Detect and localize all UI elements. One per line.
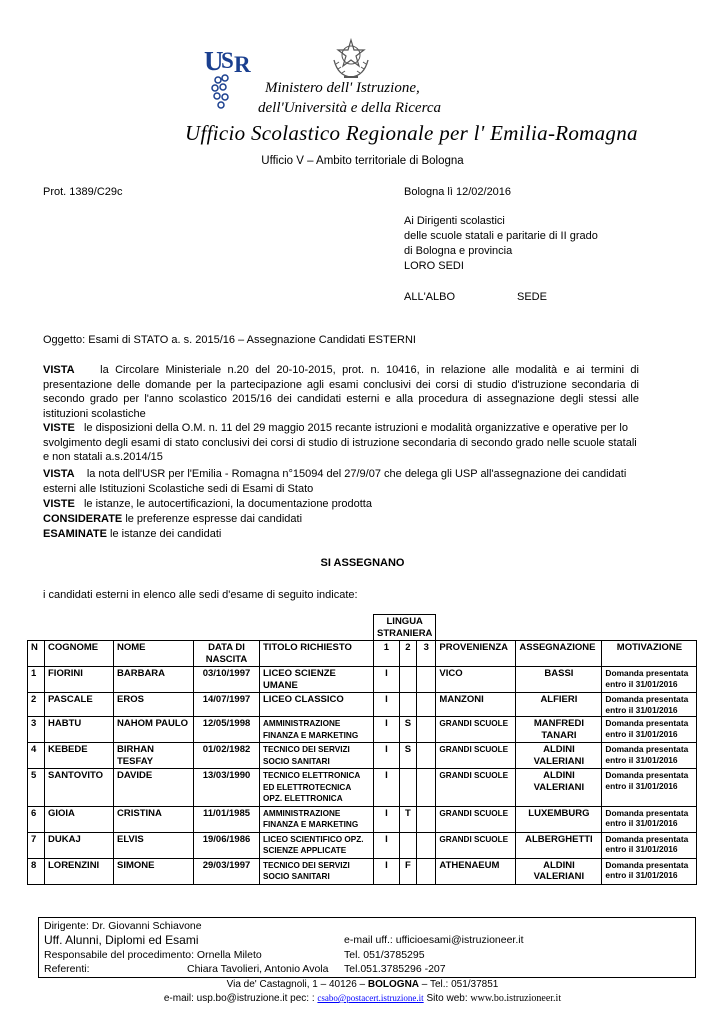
office-name: Ufficio V – Ambito territoriale di Bologna xyxy=(261,155,464,167)
svg-text:U: U xyxy=(204,46,224,76)
web-address: www.bo.istruzioneer.it xyxy=(470,993,562,1004)
cell-data: 13/03/1990 xyxy=(194,769,260,807)
cell-l2 xyxy=(399,693,416,717)
cell-l1: I xyxy=(374,769,400,807)
svg-text:S: S xyxy=(221,48,234,73)
cell-l2: T xyxy=(399,806,416,832)
cell-l2 xyxy=(399,667,416,693)
cell-motivazione: Domanda presentata entro il 31/01/2016 xyxy=(602,693,697,717)
cell-motivazione: Domanda presentata entro il 31/01/2016 xyxy=(602,806,697,832)
cell-l1: I xyxy=(374,667,400,693)
col-cognome: COGNOME xyxy=(45,641,114,667)
col-assegnazione: ASSEGNAZIONE xyxy=(516,641,602,667)
cell-assegnazione: ALFIERI xyxy=(516,693,602,717)
col-nome: NOME xyxy=(114,641,194,667)
sede-label: SEDE xyxy=(517,291,547,303)
cell-titolo: LICEO SCIENTIFICO OPZ. SCIENZE APPLICATE xyxy=(260,832,374,858)
si-assegnano-heading: SI ASSEGNANO xyxy=(320,557,405,569)
table-header-row xyxy=(28,641,697,667)
cell-n: 5 xyxy=(28,769,45,807)
cell-motivazione: Domanda presentata entro il 31/01/2016 xyxy=(602,743,697,769)
cell-l3 xyxy=(417,743,436,769)
paragraph-text: la Circolare Ministeriale n.20 del 20-10-2015, prot. n. 10416, in relazione alle modalità e ai termini di presentazione delle domande per la partecipazione agli esami conclusivi dei corsi di studio d'istruzione secondaria di secondo grado per l'anno scolastico 2015/16 dei candidati esterni e alla procedura di assegnazione degli stessi alle istituzioni scolastiche xyxy=(43,364,639,420)
cell-nome: BARBARA xyxy=(114,667,194,693)
keyword: VISTE xyxy=(43,422,75,434)
cell-n: 8 xyxy=(28,858,45,884)
cell-titolo: AMMINISTRAZIONE FINANZA E MARKETING xyxy=(260,717,374,743)
paragraph-viste-1 xyxy=(43,421,639,465)
cell-l3 xyxy=(417,769,436,807)
albo-label: ALL'ALBO xyxy=(404,291,456,303)
paragraph-text: le istanze dei candidati xyxy=(110,528,222,540)
cell-data: 14/07/1997 xyxy=(194,693,260,717)
document-date: Bologna lì 12/02/2016 xyxy=(404,186,512,198)
cell-cognome: LORENZINI xyxy=(45,858,114,884)
cell-nome: ELVIS xyxy=(114,832,194,858)
cell-l3 xyxy=(417,806,436,832)
address-city: BOLOGNA xyxy=(367,979,420,990)
cell-l1: I xyxy=(374,806,400,832)
keyword: VISTA xyxy=(43,364,75,376)
cell-n: 6 xyxy=(28,806,45,832)
cell-motivazione: Domanda presentata entro il 31/01/2016 xyxy=(602,667,697,693)
table-body xyxy=(28,667,697,885)
office-email: e-mail uff.: ufficioesami@istruzioneer.it xyxy=(344,934,524,946)
referenti-label: Referenti: xyxy=(44,963,90,975)
web-label: Sito web: xyxy=(426,993,468,1004)
cell-nome: SIMONE xyxy=(114,858,194,884)
office-unit: Uff. Alunni, Diplomi ed Esami xyxy=(44,933,199,947)
cell-data: 03/10/1997 xyxy=(194,667,260,693)
cell-provenienza: GRANDI SCUOLE xyxy=(436,769,516,807)
cell-motivazione: Domanda presentata entro il 31/01/2016 xyxy=(602,769,697,807)
paragraph-text: le istanze, le autocertificazioni, la documentazione prodotta xyxy=(83,498,372,510)
cell-cognome: HABTU xyxy=(45,717,114,743)
svg-text:R: R xyxy=(234,52,251,77)
cell-data: 12/05/1998 xyxy=(194,717,260,743)
col-lingua-3: 3 xyxy=(417,641,436,667)
cell-cognome: DUKAJ xyxy=(45,832,114,858)
contact-box xyxy=(38,917,696,978)
table-row xyxy=(28,717,697,743)
cell-motivazione: Domanda presentata entro il 31/01/2016 xyxy=(602,717,697,743)
cell-nome: BIRHAN TESFAY xyxy=(114,743,194,769)
cell-n: 3 xyxy=(28,717,45,743)
cell-provenienza: GRANDI SCUOLE xyxy=(436,717,516,743)
cell-titolo: LICEO SCIENZE UMANE xyxy=(260,667,374,693)
cell-cognome: FIORINI xyxy=(45,667,114,693)
cell-nome: NAHOM PAULO xyxy=(114,717,194,743)
cell-provenienza: GRANDI SCUOLE xyxy=(436,806,516,832)
cell-n: 2 xyxy=(28,693,45,717)
contact-line xyxy=(0,993,725,1004)
cell-l3 xyxy=(417,717,436,743)
pec-link[interactable]: csabo@postacert.istruzione.it xyxy=(317,993,424,1003)
email-pec-label: e-mail: usp.bo@istruzione.it pec: : xyxy=(163,993,315,1004)
paragraph-text: la nota dell'USR per l'Emilia - Romagna n°15094 del 27/9/07 che delega gli USP all'assegnazione dei candidati esterni alle Istituzioni Scolastiche sedi di Esami di Stato xyxy=(43,468,627,495)
address-phone: – Tel.: 051/37851 xyxy=(421,979,499,990)
keyword: VISTE xyxy=(43,498,75,510)
protocol-number: Prot. 1389/C29c xyxy=(43,186,123,198)
cell-titolo: TECNICO DEI SERVIZI SOCIO SANITARI xyxy=(260,858,374,884)
cell-data: 01/02/1982 xyxy=(194,743,260,769)
cell-l3 xyxy=(417,832,436,858)
cell-l2: F xyxy=(399,858,416,884)
cell-provenienza: GRANDI SCUOLE xyxy=(436,743,516,769)
cell-nome: CRISTINA xyxy=(114,806,194,832)
dirigente: Dirigente: Dr. Giovanni Schiavone xyxy=(44,920,202,932)
paragraph-considerate xyxy=(43,512,639,527)
cell-motivazione: Domanda presentata entro il 31/01/2016 xyxy=(602,858,697,884)
recipient-line: LORO SEDI xyxy=(404,260,464,272)
recipients-block xyxy=(404,214,598,274)
referenti-names: Chiara Tavolieri, Antonio Avola xyxy=(187,963,329,975)
italian-republic-emblem xyxy=(330,36,372,80)
ministry-line-2: dell'Università e della Ricerca xyxy=(258,100,442,116)
cell-cognome: GIOIA xyxy=(45,806,114,832)
cell-assegnazione: LUXEMBURG xyxy=(516,806,602,832)
ministry-line-3: Ufficio Scolastico Regionale per l' Emilia-Romagna xyxy=(185,121,638,145)
table-row xyxy=(28,693,697,717)
recipient-line: di Bologna e provincia xyxy=(404,245,513,257)
usr-logo xyxy=(203,42,251,110)
paragraph-esaminate xyxy=(43,527,639,542)
cell-l2: S xyxy=(399,717,416,743)
cell-motivazione: Domanda presentata entro il 31/01/2016 xyxy=(602,832,697,858)
cell-l1: I xyxy=(374,858,400,884)
cell-provenienza: ATHENAEUM xyxy=(436,858,516,884)
col-titolo: TITOLO RICHIESTO xyxy=(260,641,374,667)
cell-cognome: SANTOVITO xyxy=(45,769,114,807)
cell-assegnazione: ALBERGHETTI xyxy=(516,832,602,858)
table-intro: i candidati esterni in elenco alle sedi d'esame di seguito indicate: xyxy=(43,589,358,601)
cell-assegnazione: ALDINI VALERIANI xyxy=(516,858,602,884)
cell-provenienza: MANZONI xyxy=(436,693,516,717)
paragraph-vista-2 xyxy=(43,467,639,496)
cell-titolo: TECNICO DEI SERVIZI SOCIO SANITARI xyxy=(260,743,374,769)
table-row xyxy=(28,858,697,884)
cell-titolo: LICEO CLASSICO xyxy=(260,693,374,717)
col-lingua-2: 2 xyxy=(399,641,416,667)
table-row xyxy=(28,743,697,769)
cell-n: 7 xyxy=(28,832,45,858)
keyword: ESAMINATE xyxy=(43,528,107,540)
cell-l2: S xyxy=(399,743,416,769)
cell-data: 29/03/1997 xyxy=(194,858,260,884)
table-header-row-top xyxy=(28,615,697,641)
cell-l3 xyxy=(417,667,436,693)
paragraph-viste-2 xyxy=(43,497,639,512)
cell-titolo: TECNICO ELETTRONICA ED ELETTROTECNICA OPZ. ELETTRONICA xyxy=(260,769,374,807)
cell-l1: I xyxy=(374,832,400,858)
subject-line: Oggetto: Esami di STATO a. s. 2015/16 – Assegnazione Candidati ESTERNI xyxy=(43,334,416,346)
col-n: N xyxy=(28,641,45,667)
cell-nome: EROS xyxy=(114,693,194,717)
address-street: Via de' Castagnoli, 1 – 40126 – xyxy=(226,979,366,990)
lingua-straniera-header: LINGUA STRANIERA xyxy=(374,615,436,641)
col-data: DATA DI NASCITA xyxy=(194,641,260,667)
cell-cognome: PASCALE xyxy=(45,693,114,717)
ministry-line-1: Ministero dell' Istruzione, xyxy=(265,80,420,96)
cell-n: 4 xyxy=(28,743,45,769)
phone-2: Tel.051.3785296 -207 xyxy=(344,963,446,975)
phone-1: Tel. 051/3785295 xyxy=(344,949,425,961)
paragraph-text: le disposizioni della O.M. n. 11 del 29 maggio 2015 recante istruzioni e modalità organizzative e operative per lo svolgimento degli esami di stato conclusivi dei corsi di studio di istruzione secondaria di secondo grado nelle scuole statali e non statali a.s.2014/15 xyxy=(43,422,637,463)
cell-nome: DAVIDE xyxy=(114,769,194,807)
table-row xyxy=(28,769,697,807)
table-row xyxy=(28,832,697,858)
cell-l1: I xyxy=(374,743,400,769)
cell-n: 1 xyxy=(28,667,45,693)
col-motivazione: MOTIVAZIONE xyxy=(602,641,697,667)
cell-provenienza: GRANDI SCUOLE xyxy=(436,832,516,858)
cell-l3 xyxy=(417,693,436,717)
responsabile: Responsabile del procedimento: Ornella Mileto xyxy=(44,949,262,961)
cell-assegnazione: ALDINI VALERIANI xyxy=(516,769,602,807)
cell-data: 11/01/1985 xyxy=(194,806,260,832)
address-line xyxy=(0,979,725,990)
cell-cognome: KEBEDE xyxy=(45,743,114,769)
cell-assegnazione: MANFREDI TANARI xyxy=(516,717,602,743)
table-row xyxy=(28,667,697,693)
candidates-table xyxy=(27,614,697,885)
cell-data: 19/06/1986 xyxy=(194,832,260,858)
table-row xyxy=(28,806,697,832)
paragraph-text: le preferenze espresse dai candidati xyxy=(125,513,303,525)
cell-l1: I xyxy=(374,717,400,743)
cell-assegnazione: ALDINI VALERIANI xyxy=(516,743,602,769)
cell-titolo: AMMINISTRAZIONE FINANZA E MARKETING xyxy=(260,806,374,832)
cell-assegnazione: BASSI xyxy=(516,667,602,693)
cell-l1: I xyxy=(374,693,400,717)
recipient-line: Ai Dirigenti scolastici xyxy=(404,215,505,227)
keyword: VISTA xyxy=(43,468,75,480)
cell-provenienza: VICO xyxy=(436,667,516,693)
col-lingua-1: 1 xyxy=(374,641,400,667)
cell-l2 xyxy=(399,832,416,858)
cell-l3 xyxy=(417,858,436,884)
cell-l2 xyxy=(399,769,416,807)
paragraph-vista-1 xyxy=(43,363,639,421)
col-provenienza: PROVENIENZA xyxy=(436,641,516,667)
keyword: CONSIDERATE xyxy=(43,513,123,525)
recipient-line: delle scuole statali e paritarie di II grado xyxy=(404,230,598,242)
